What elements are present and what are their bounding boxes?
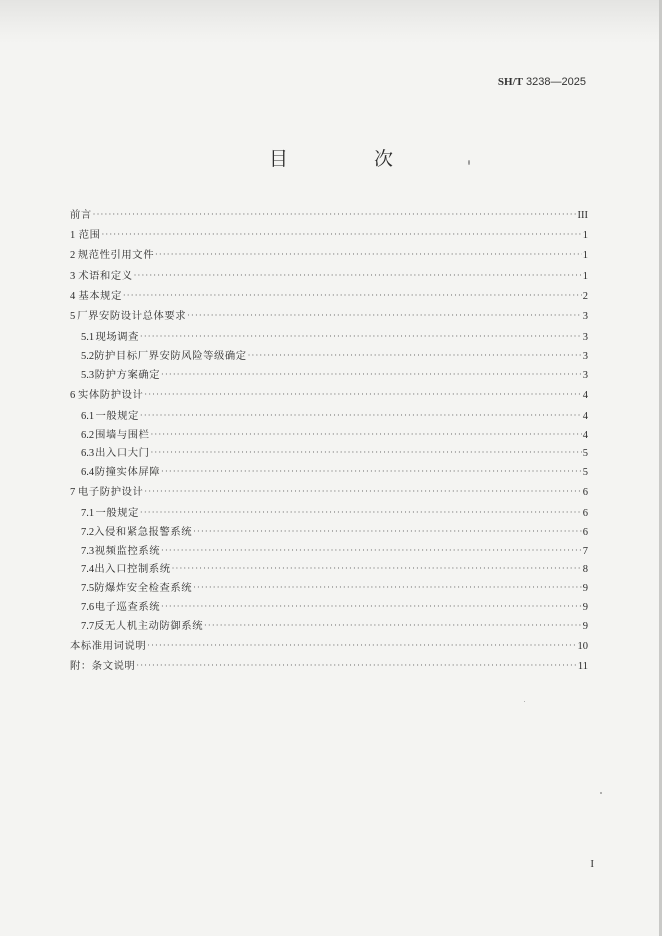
toc-dot-leader bbox=[248, 347, 582, 366]
toc-entry-label: 前言 bbox=[70, 209, 92, 221]
toc-entry-number: 6 bbox=[70, 389, 76, 401]
toc-subsection-entry[interactable] bbox=[70, 542, 588, 561]
toc-entry-label: 围墙与围栏 bbox=[95, 428, 150, 441]
toc-dot-leader bbox=[161, 366, 582, 385]
toc-entry-label: 实体防护设计 bbox=[78, 388, 144, 401]
toc-entry-page: 3 bbox=[582, 350, 588, 362]
toc-entry-label: 反无人机主动防御系统 bbox=[94, 619, 204, 632]
toc-subsection-entry[interactable] bbox=[70, 463, 588, 482]
toc-dot-leader bbox=[136, 656, 576, 676]
scan-shadow-top bbox=[0, 0, 662, 44]
toc-subsection-entry[interactable] bbox=[70, 426, 588, 445]
toc-entry-number: 3 bbox=[70, 270, 76, 282]
toc-entry-page: 5 bbox=[582, 448, 588, 460]
toc-entry-number: 7.5 bbox=[81, 583, 95, 595]
toc-entry-number: 5.2 bbox=[81, 350, 95, 362]
toc-subsection-entry[interactable] bbox=[70, 504, 588, 523]
toc-entry-number: 6.2 bbox=[81, 429, 95, 441]
toc-entry-page: III bbox=[577, 210, 588, 221]
toc-entry-page: 8 bbox=[582, 564, 588, 576]
toc-entry-number: 7.6 bbox=[81, 602, 95, 614]
toc-entry-page: 3 bbox=[582, 332, 588, 344]
toc-entry-page: 6 bbox=[582, 526, 588, 538]
toc-subsection-entry[interactable] bbox=[70, 560, 588, 579]
scan-speck bbox=[468, 160, 470, 165]
toc-entry-page: 10 bbox=[577, 640, 588, 652]
toc-dot-leader bbox=[134, 266, 582, 286]
toc-entry-page: 2 bbox=[582, 290, 588, 302]
toc-entry-page: 9 bbox=[582, 583, 588, 595]
toc-dot-leader bbox=[161, 542, 582, 561]
toc-dot-leader bbox=[123, 286, 582, 306]
toc-dot-leader bbox=[151, 426, 582, 445]
toc-dot-leader bbox=[147, 636, 576, 656]
toc-subsection-entry[interactable] bbox=[70, 347, 588, 366]
toc-entry-number: 6.4 bbox=[81, 467, 95, 479]
toc-subsection-entry[interactable] bbox=[70, 328, 588, 347]
toc-entry-label: 规范性引用文件 bbox=[77, 249, 155, 262]
toc-entry-number: 5.1 bbox=[81, 332, 95, 344]
toc-entry-page: 6 bbox=[582, 508, 588, 520]
toc-entry-number: 1 bbox=[70, 230, 76, 242]
document-code-number: 3238—2025 bbox=[526, 76, 586, 88]
toc-subsection-entry[interactable] bbox=[70, 523, 588, 542]
toc-entry-page: 1 bbox=[582, 230, 588, 242]
toc-entry-number: 7.7 bbox=[81, 620, 95, 632]
toc-section-entry[interactable] bbox=[70, 266, 588, 286]
toc-entry-number: 7 bbox=[70, 486, 76, 498]
toc-entry-number: 5 bbox=[70, 310, 76, 322]
toc-entry-number: 2 bbox=[70, 250, 76, 262]
toc-entry-page: 9 bbox=[582, 620, 588, 632]
page-number: I bbox=[590, 858, 594, 870]
toc-section-entry[interactable] bbox=[70, 205, 588, 225]
scan-speck bbox=[600, 792, 602, 794]
table-of-contents bbox=[70, 205, 588, 676]
toc-entry-label: 出入口大门 bbox=[95, 447, 150, 460]
toc-entry-label: 电子巡查系统 bbox=[94, 601, 161, 614]
toc-entry-number: 6.3 bbox=[81, 448, 95, 460]
toc-section-entry[interactable] bbox=[70, 385, 588, 405]
scan-speck bbox=[524, 701, 525, 702]
toc-section-entry[interactable] bbox=[70, 656, 588, 676]
toc-dot-leader bbox=[193, 579, 582, 598]
toc-entry-page: 4 bbox=[582, 429, 588, 441]
toc-entry-page: 9 bbox=[582, 602, 588, 614]
toc-section-entry[interactable] bbox=[70, 482, 588, 502]
toc-section-entry[interactable] bbox=[70, 225, 588, 245]
toc-subsection-entry[interactable] bbox=[70, 444, 588, 463]
toc-entry-page: 1 bbox=[582, 250, 588, 262]
toc-dot-leader bbox=[140, 407, 582, 426]
toc-entry-label: 防护方案确定 bbox=[94, 368, 161, 381]
toc-entry-number: 7.4 bbox=[81, 564, 95, 576]
toc-dot-leader bbox=[193, 523, 582, 542]
toc-dot-leader bbox=[140, 504, 582, 523]
toc-entry-label: 一般规定 bbox=[95, 507, 140, 520]
toc-entry-label: 基本规定 bbox=[78, 289, 122, 302]
toc-dot-leader bbox=[144, 385, 581, 405]
toc-section-entry[interactable] bbox=[70, 245, 588, 265]
toc-dot-leader bbox=[93, 205, 577, 225]
toc-entry-page: 7 bbox=[582, 545, 588, 557]
toc-entry-number: 7.1 bbox=[81, 508, 95, 520]
toc-dot-leader bbox=[151, 444, 582, 463]
toc-entry-label: 现场调查 bbox=[95, 331, 140, 344]
toc-dot-leader bbox=[161, 598, 582, 617]
toc-subsection-entry[interactable] bbox=[70, 407, 588, 426]
toc-entry-label: 附：条文说明 bbox=[70, 659, 136, 672]
toc-entry-label: 视频监控系统 bbox=[94, 544, 161, 557]
toc-entry-number: 5.3 bbox=[81, 369, 95, 381]
toc-entry-label: 防护目标厂界安防风险等级确定 bbox=[94, 349, 247, 362]
toc-entry-page: 3 bbox=[582, 369, 588, 381]
toc-entry-label: 范围 bbox=[78, 229, 101, 242]
toc-entry-page: 5 bbox=[582, 467, 588, 479]
toc-entry-label: 电子防护设计 bbox=[78, 485, 144, 498]
toc-entry-page: 6 bbox=[582, 486, 588, 498]
toc-subsection-entry[interactable] bbox=[70, 598, 588, 617]
toc-entry-page: 3 bbox=[582, 310, 588, 322]
toc-entry-number: 6.1 bbox=[81, 410, 95, 422]
document-code-prefix: SH/T bbox=[497, 76, 523, 88]
toc-entry-label: 厂界安防设计总体要求 bbox=[77, 309, 187, 322]
toc-dot-leader bbox=[144, 482, 581, 502]
toc-dot-leader bbox=[102, 225, 582, 245]
toc-entry-page: 1 bbox=[582, 270, 588, 282]
toc-entry-page: 4 bbox=[582, 410, 588, 422]
toc-entry-label: 术语和定义 bbox=[78, 269, 133, 282]
toc-dot-leader bbox=[172, 560, 582, 579]
toc-entry-label: 入侵和紧急报警系统 bbox=[94, 525, 193, 538]
toc-entry-label: 防爆炸安全检查系统 bbox=[94, 582, 193, 595]
toc-subsection-entry[interactable] bbox=[70, 579, 588, 598]
document-code bbox=[498, 76, 586, 88]
toc-dot-leader bbox=[161, 463, 582, 482]
toc-entry-label: 本标准用词说明 bbox=[70, 639, 147, 652]
toc-entry-page: 11 bbox=[577, 660, 588, 672]
toc-dot-leader bbox=[155, 245, 582, 265]
toc-entry-page: 4 bbox=[582, 389, 588, 401]
toc-entry-number: 7.3 bbox=[81, 545, 95, 557]
toc-entry-label: 出入口控制系统 bbox=[94, 563, 171, 576]
toc-dot-leader bbox=[140, 328, 582, 347]
toc-section-entry[interactable] bbox=[70, 636, 588, 656]
toc-entry-label: 一般规定 bbox=[95, 409, 140, 422]
toc-section-entry[interactable] bbox=[70, 286, 588, 306]
toc-section-entry[interactable] bbox=[70, 306, 588, 326]
toc-dot-leader bbox=[187, 306, 582, 326]
toc-subsection-entry[interactable] bbox=[70, 366, 588, 385]
toc-entry-label: 防撞实体屏障 bbox=[94, 466, 161, 479]
toc-entry-number: 4 bbox=[70, 290, 76, 302]
toc-entry-number: 7.2 bbox=[81, 526, 95, 538]
page-title: 目 次 bbox=[268, 148, 434, 170]
toc-dot-leader bbox=[204, 617, 582, 636]
toc-subsection-entry[interactable] bbox=[70, 617, 588, 636]
